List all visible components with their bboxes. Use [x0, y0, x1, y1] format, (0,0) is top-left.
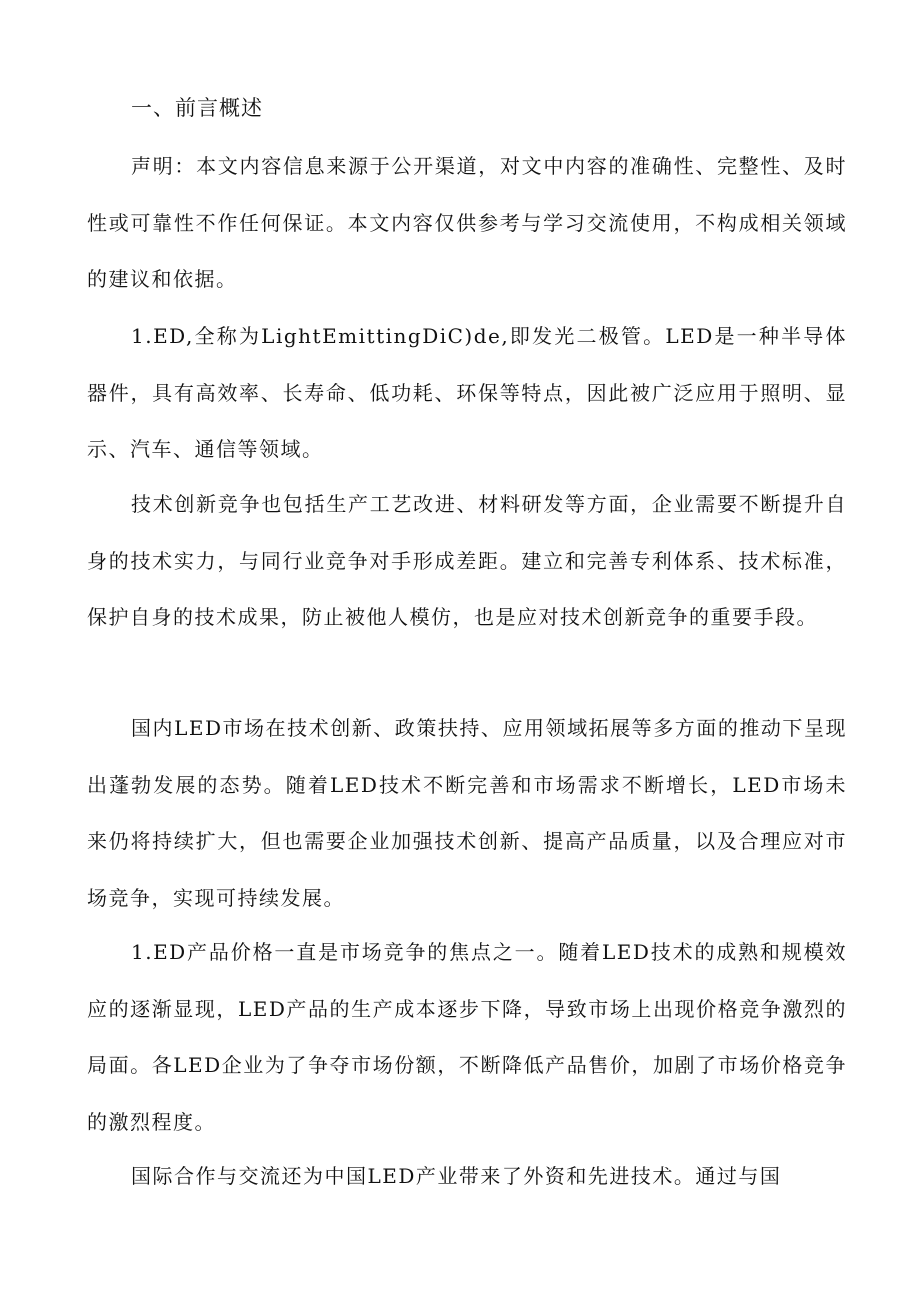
paragraph-tech-innovation: 技术创新竞争也包括生产工艺改进、材料研发等方面，企业需要不断提升自身的技术实力，与同行业竞争对手形成差距。建立和完善专利体系、技术标准，保护自身的技术成果，防止被他人模仿，也是应对技术创新竞争的重要手段。 [87, 492, 847, 629]
paragraph-domestic-market: 国内LED市场在技术创新、政策扶持、应用领域拓展等多方面的推动下呈现出蓬勃发展的态势。随着LED技术不断完善和市场需求不断增长，LED市场未来仍将持续扩大，但也需要企业加强技术创新、提高产品质量，以及合理应对市场竞争，实现可持续发展。 [87, 716, 847, 910]
paragraph-disclaimer: 声明：本文内容信息来源于公开渠道，对文中内容的准确性、完整性、及时性或可靠性不作任何保证。本文内容仅供参考与学习交流使用，不构成相关领域的建议和依据。 [87, 154, 847, 291]
paragraph-led-definition: 1.ED,全称为LightEmittingDiC)de,即发光二极管。LED是一种半导体器件，具有高效率、长寿命、低功耗、环保等特点，因此被广泛应用于照明、显示、汽车、通信等领域。 [87, 324, 847, 461]
section-heading: 一、前言概述 [131, 96, 263, 120]
paragraph-international-cooperation: 国际合作与交流还为中国LED产业带来了外资和先进技术。通过与国 [131, 1164, 782, 1188]
paragraph-price-competition: 1.ED产品价格一直是市场竞争的焦点之一。随着LED技术的成熟和规模效应的逐渐显现，LED产品的生产成本逐步下降，导致市场上出现价格竞争激烈的局面。各LED企业为了争夺市场份额，不断降低产品售价，加剧了市场价格竞争的激烈程度。 [87, 940, 847, 1134]
